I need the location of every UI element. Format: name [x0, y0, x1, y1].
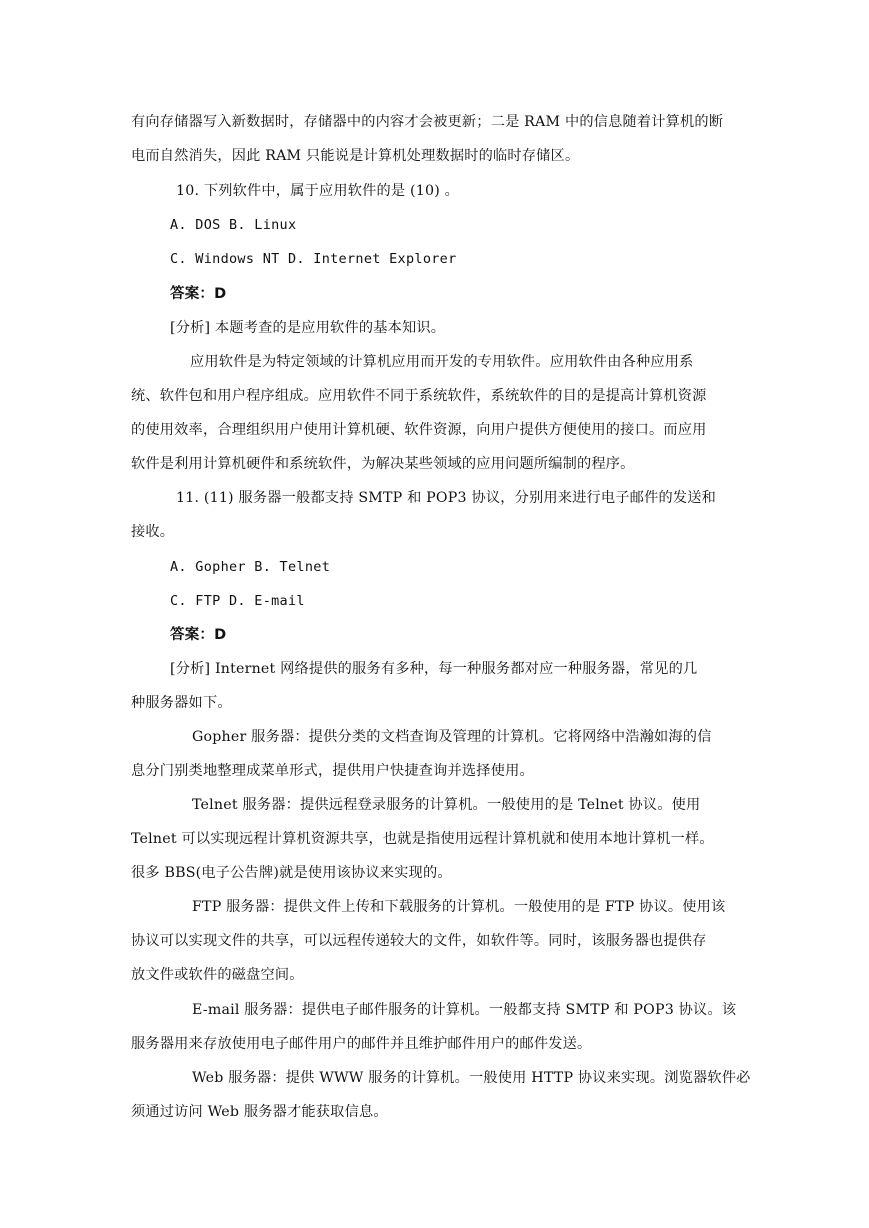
text-line: FTP 服务器：提供文件上传和下载服务的计算机。一般使用的是 FTP 协议。使用该: [192, 899, 726, 915]
text-line: 息分门别类地整理成菜单形式，提供用户快捷查询并选择使用。: [131, 763, 534, 779]
analysis-heading: [分析] Internet 网络提供的服务有多种，每一种服务都对应一种服务器，常见的几: [170, 661, 698, 677]
text-line: 的使用效率，合理组织用户使用计算机硬、软件资源，向用户提供方便使用的接口。而应用: [131, 422, 707, 438]
answer-label: 答案：D: [170, 627, 227, 643]
option-line: C. FTP D. E-mail: [170, 593, 305, 609]
text-line: 种服务器如下。: [131, 695, 232, 711]
text-line: 软件是利用计算机硬件和系统软件，为解决某些领域的应用问题所编制的程序。: [131, 456, 635, 472]
text-line: 很多 BBS(电子公告牌)就是使用该协议来实现的。: [131, 865, 452, 881]
question-10: 10. 下列软件中，属于应用软件的是 (10) 。: [176, 183, 460, 199]
text-line: 统、软件包和用户程序组成。应用软件不同于系统软件，系统软件的目的是提高计算机资源: [131, 388, 707, 404]
text-line: 放文件或软件的磁盘空间。: [131, 967, 304, 983]
text-line: Telnet 可以实现远程计算机资源共享，也就是指使用远程计算机就和使用本地计算机一样。: [131, 831, 714, 847]
answer-label: 答案：D: [170, 286, 227, 302]
option-line: A. DOS B. Linux: [170, 217, 297, 233]
text-line: Web 服务器：提供 WWW 服务的计算机。一般使用 HTTP 协议来实现。浏览器软件必: [192, 1070, 751, 1086]
text-line: 电而自然消失，因此 RAM 只能说是计算机处理数据时的临时存储区。: [131, 148, 580, 164]
text-line: 有向存储器写入新数据时，存储器中的内容才会被更新；二是 RAM 中的信息随着计算机的断: [131, 114, 724, 130]
text-line: 协议可以实现文件的共享，可以远程传递较大的文件，如软件等。同时，该服务器也提供存: [131, 933, 707, 949]
text-line: E-mail 服务器：提供电子邮件服务的计算机。一般都支持 SMTP 和 POP3 协议。该: [192, 1002, 737, 1018]
text-line: Gopher 服务器：提供分类的文档查询及管理的计算机。它将网络中浩瀚如海的信: [192, 729, 712, 745]
analysis-heading: [分析] 本题考查的是应用软件的基本知识。: [170, 320, 446, 336]
text-line: 接收。: [131, 524, 175, 540]
question-11: 11. (11) 服务器一般都支持 SMTP 和 POP3 协议，分别用来进行电子邮件的发送和: [176, 490, 717, 506]
text-line: 服务器用来存放使用电子邮件用户的邮件并且维护邮件用户的邮件发送。: [131, 1036, 592, 1052]
text-line: 须通过访问 Web 服务器才能获取信息。: [131, 1104, 388, 1120]
text-line: Telnet 服务器：提供远程登录服务的计算机。一般使用的是 Telnet 协议。使用: [192, 797, 701, 813]
option-line: C. Windows NT D. Internet Explorer: [170, 251, 457, 267]
text-line: 应用软件是为特定领域的计算机应用而开发的专用软件。应用软件由各种应用系: [190, 354, 694, 370]
option-line: A. Gopher B. Telnet: [170, 559, 331, 575]
